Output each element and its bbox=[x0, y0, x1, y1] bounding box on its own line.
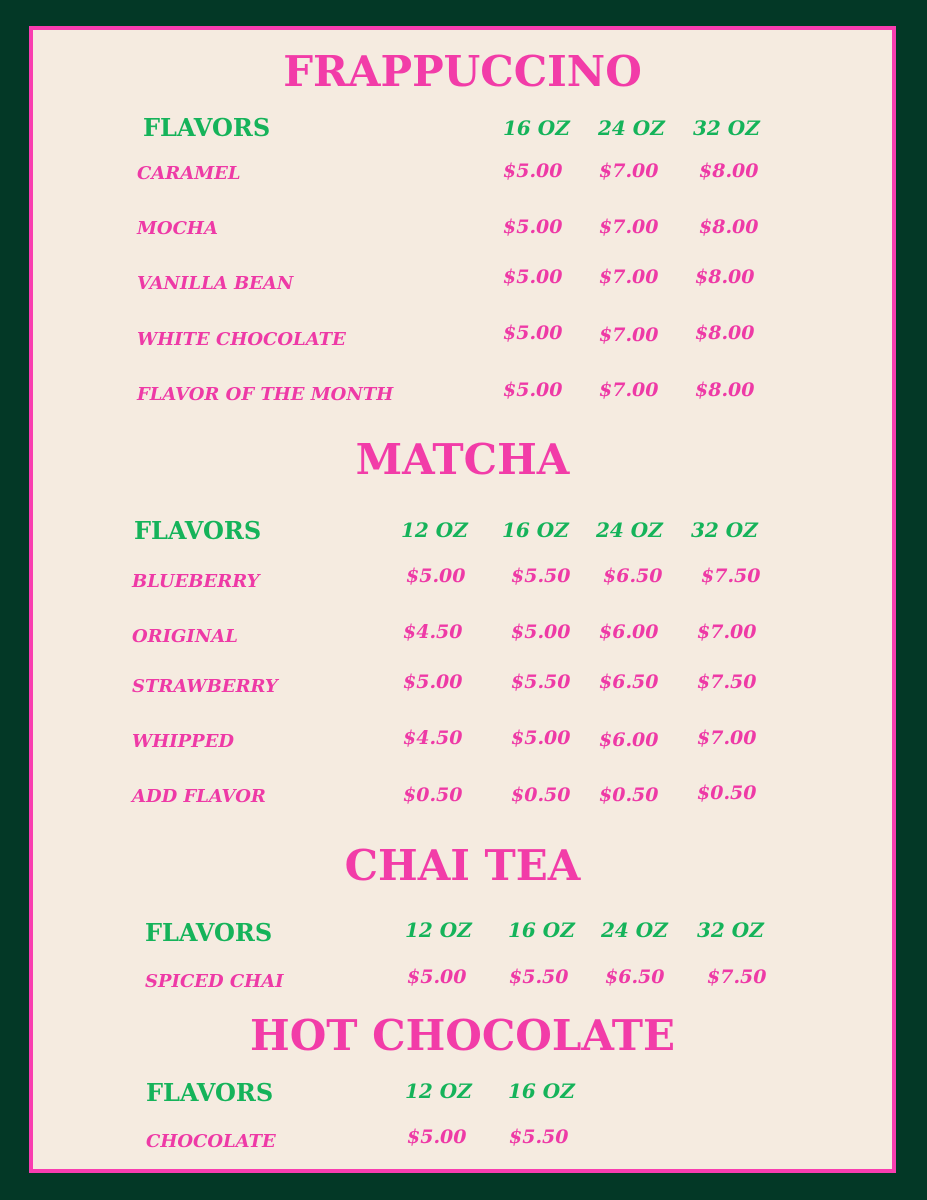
section-title-matcha: MATCHA bbox=[355, 435, 570, 484]
size-header: 12 OZ bbox=[405, 918, 472, 942]
flavor-name: SPICED CHAI bbox=[145, 971, 284, 992]
size-header: 24 OZ bbox=[596, 518, 663, 542]
price: $5.00 bbox=[407, 1126, 467, 1148]
price: $4.50 bbox=[403, 621, 463, 643]
size-header: 32 OZ bbox=[693, 116, 760, 140]
price: $5.00 bbox=[503, 322, 563, 344]
flavor-name: STRAWBERRY bbox=[132, 676, 278, 697]
price: $6.00 bbox=[599, 621, 659, 643]
price: $8.00 bbox=[695, 379, 755, 401]
price: $7.00 bbox=[599, 379, 659, 401]
price: $5.00 bbox=[511, 621, 571, 643]
price: $5.50 bbox=[509, 966, 569, 988]
flavor-name: CARAMEL bbox=[137, 163, 241, 184]
price: $5.50 bbox=[509, 1126, 569, 1148]
price: $6.50 bbox=[599, 671, 659, 693]
flavors-header: FLAVORS bbox=[134, 516, 262, 545]
price: $8.00 bbox=[695, 322, 755, 344]
price: $5.00 bbox=[406, 565, 466, 587]
price: $7.50 bbox=[707, 966, 767, 988]
price: $6.50 bbox=[603, 565, 663, 587]
price: $0.50 bbox=[403, 784, 463, 806]
size-header: 16 OZ bbox=[502, 518, 569, 542]
price: $5.00 bbox=[407, 966, 467, 988]
price: $7.50 bbox=[701, 565, 761, 587]
price: $5.00 bbox=[511, 727, 571, 749]
price: $5.00 bbox=[503, 266, 563, 288]
flavors-header: FLAVORS bbox=[143, 113, 271, 142]
price: $7.00 bbox=[599, 160, 659, 182]
flavors-header: FLAVORS bbox=[146, 1078, 274, 1107]
size-header: 16 OZ bbox=[503, 116, 570, 140]
size-header: 16 OZ bbox=[508, 1079, 575, 1103]
section-title-hot-chocolate: HOT CHOCOLATE bbox=[250, 1011, 675, 1060]
size-header: 12 OZ bbox=[405, 1079, 472, 1103]
price: $7.00 bbox=[697, 621, 757, 643]
size-header: 32 OZ bbox=[697, 918, 764, 942]
price: $7.00 bbox=[599, 324, 659, 346]
menu-board bbox=[29, 26, 896, 1173]
price: $7.00 bbox=[599, 216, 659, 238]
price: $6.50 bbox=[605, 966, 665, 988]
price: $8.00 bbox=[699, 216, 759, 238]
price: $7.00 bbox=[697, 727, 757, 749]
price: $6.00 bbox=[599, 729, 659, 751]
price: $8.00 bbox=[695, 266, 755, 288]
size-header: 24 OZ bbox=[601, 918, 668, 942]
flavor-name: VANILLA BEAN bbox=[137, 273, 294, 294]
flavor-name: WHIPPED bbox=[132, 731, 235, 752]
flavor-name: CHOCOLATE bbox=[146, 1131, 276, 1152]
price: $5.00 bbox=[403, 671, 463, 693]
flavor-name: FLAVOR OF THE MONTH bbox=[137, 384, 394, 405]
price: $5.00 bbox=[503, 379, 563, 401]
price: $5.50 bbox=[511, 565, 571, 587]
price: $0.50 bbox=[697, 782, 757, 804]
flavor-name: ADD FLAVOR bbox=[132, 786, 266, 807]
price: $5.00 bbox=[503, 216, 563, 238]
flavor-name: MOCHA bbox=[137, 218, 218, 239]
price: $5.00 bbox=[503, 160, 563, 182]
price: $7.00 bbox=[599, 266, 659, 288]
section-title-frappuccino: FRAPPUCCINO bbox=[283, 47, 642, 96]
section-title-chai-tea: CHAI TEA bbox=[344, 841, 581, 890]
price: $4.50 bbox=[403, 727, 463, 749]
price: $8.00 bbox=[699, 160, 759, 182]
size-header: 24 OZ bbox=[598, 116, 665, 140]
flavor-name: WHITE CHOCOLATE bbox=[137, 329, 346, 350]
size-header: 16 OZ bbox=[508, 918, 575, 942]
price: $7.50 bbox=[697, 671, 757, 693]
price: $5.50 bbox=[511, 671, 571, 693]
flavor-name: ORIGINAL bbox=[132, 626, 238, 647]
flavor-name: BLUEBERRY bbox=[132, 571, 260, 592]
size-header: 32 OZ bbox=[691, 518, 758, 542]
price: $0.50 bbox=[599, 784, 659, 806]
price: $0.50 bbox=[511, 784, 571, 806]
size-header: 12 OZ bbox=[401, 518, 468, 542]
flavors-header: FLAVORS bbox=[145, 918, 273, 947]
